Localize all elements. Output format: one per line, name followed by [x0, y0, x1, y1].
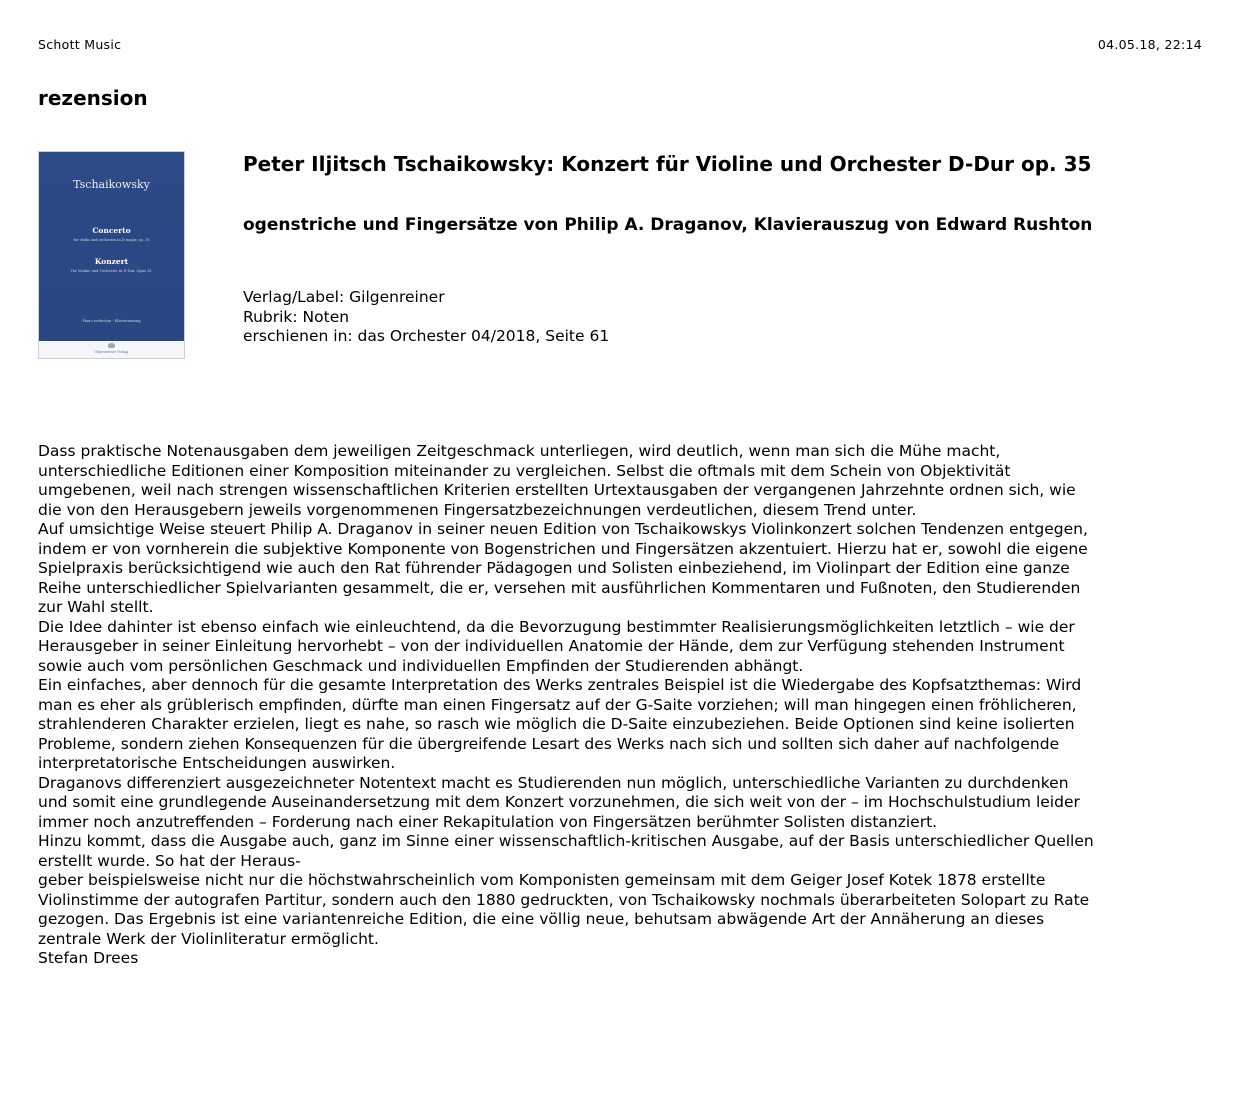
section-heading: rezension — [38, 86, 148, 110]
print-datetime: 04.05.18, 22:14 — [1097, 37, 1202, 52]
meta-verlag: Verlag/Label: Gilgenreiner — [243, 288, 445, 306]
review-paragraph: Draganovs differenziert ausgezeichneter Notentext macht es Studierenden nun möglich, unterschiedliche Varianten zu durchdenken und somit eine grundlegende Auseinandersetzung mit dem Konzert vorzunehmen, die sich weit von der – im Hochschulstudium leider immer noch anzutreffenden – Forderung nach einer Rekapitulation von Fingersätzen berühmter Solisten distanziert. — [38, 773, 1080, 831]
article-meta — [243, 288, 609, 347]
article-subtitle: ogenstriche und Fingersätze von Philip A. Draganov, Klavierauszug von Edward Rushton — [243, 215, 1093, 235]
cover-edition: Piano reduction · Klavierauszug — [82, 319, 141, 323]
review-paragraph: Auf umsichtige Weise steuert Philip A. Draganov in seiner neuen Edition von Tschaikowskys Violinkonzert solchen Tendenzen entgegen, indem er von vornherein die subjektive Komponente von Bogenstrichen und Fingersätzen akzentuiert. Hierzu hat er, sowohl die eigene Spielpraxis berücksichtigend wie auch den Rat führender Pädagogen und Solisten einbeziehend, im Violinpart der Edition eine ganze Reihe unterschiedlicher Spielvarianten gesammelt, die er, versehen mit ausführlichen Kommentaren und Fußnoten, den Studierenden zur Wahl stellt. — [38, 520, 1088, 616]
publisher-logo-icon — [108, 343, 115, 348]
review-author: Stefan Drees — [38, 949, 139, 967]
review-paragraph: geber beispielsweise nicht nur die höchstwahrscheinlich vom Komponisten gemeinsam mit dem Geiger Josef Kotek 1878 erstellte Violinstimme der autografen Partitur, sondern auch den 1880 gedruckten, von Tschaikowsky nochmals überarbeiteten Solopart zu Rate gezogen. Das Ergebnis ist eine variantenreiche Edition, die eine völlig neue, behutsam abwägende Art der Annäherung an dieses zentrale Werk der Violinliteratur ermöglicht. — [38, 871, 1090, 948]
cover-publisher: Gilgenreiner Verlag — [94, 350, 129, 354]
review-paragraph: Dass praktische Notenausgaben dem jeweiligen Zeitgeschmack unterliegen, wird deutlich, wenn man sich die Mühe macht, unterschiedliche Editionen einer Komposition miteinander zu vergleichen. Selbst die oftmals mit dem Schein von Objektivität umgebenen, weil nach strengen wissenschaftlichen Kriterien erstellten Urtextausgaben der vergangenen Jahrzehnte ordnen sich, wie die von den Herausgebern jeweils vorgenommenen Fingersatzbezeichnungen verdeutlichen, diesem Trend unter. — [38, 442, 1076, 519]
review-body — [38, 442, 1098, 969]
review-paragraph: Hinzu kommt, dass die Ausgabe auch, ganz im Sinne einer wissenschaftlich-kritischen Ausgabe, auf der Basis unterschiedlicher Quellen erstellt wurde. So hat der Heraus- — [38, 832, 1094, 870]
meta-rubrik: Rubrik: Noten — [243, 307, 350, 326]
review-paragraph: Die Idee dahinter ist ebenso einfach wie einleuchtend, da die Bevorzugung bestimmter Realisierungsmöglichkeiten letztlich – wie der Herausgeber in seiner Einleitung hervorhebt – von der individuellen Anatomie der Hände, dem zur Verfügung stehenden Instrument sowie auch vom persönlichen Geschmack und individuellen Empfinden der Studierenden abhängt. — [38, 617, 1075, 675]
site-name: Schott Music — [38, 37, 122, 52]
cover-image — [38, 151, 185, 359]
article-title: Peter Iljitsch Tschaikowsky: Konzert für Violine und Orchester D-Dur op. 35 — [243, 152, 1092, 176]
cover-subtitle-de: für Violine und Orchester in D-Dur, Opus 35 — [71, 269, 152, 273]
meta-erschienen: erschienen in: das Orchester 04/2018, Seite 61 — [243, 327, 610, 345]
cover-composer: Tschaikowsky — [73, 178, 150, 191]
cover-subtitle-en: for violin and orchestra in D major, op. 35 — [73, 238, 150, 242]
cover-title-de: Konzert — [94, 257, 129, 266]
print-header — [38, 37, 1202, 53]
review-paragraph: Ein einfaches, aber dennoch für die gesamte Interpretation des Werks zentrales Beispiel ist die Wiedergabe des Kopfsatzthemas: Wird man es eher als grüblerisch empfinden, dürfte man einen Fingersatz auf der G-Saite vorziehen; will man hingegen einen fröhlicheren, strahlenderen Charakter erzielen, liegt es nahe, so rasch wie möglich die D-Saite einzubeziehen. Beide Optionen sind keine isolierten Probleme, sondern ziehen Konsequenzen für die übergreifende Lesart des Werks nach sich und sollten sich daher auf nachfolgende interpretatorische Entscheidungen auswirken. — [38, 676, 1082, 772]
cover-title-en: Concerto — [92, 226, 131, 235]
cover-footer — [39, 341, 184, 358]
